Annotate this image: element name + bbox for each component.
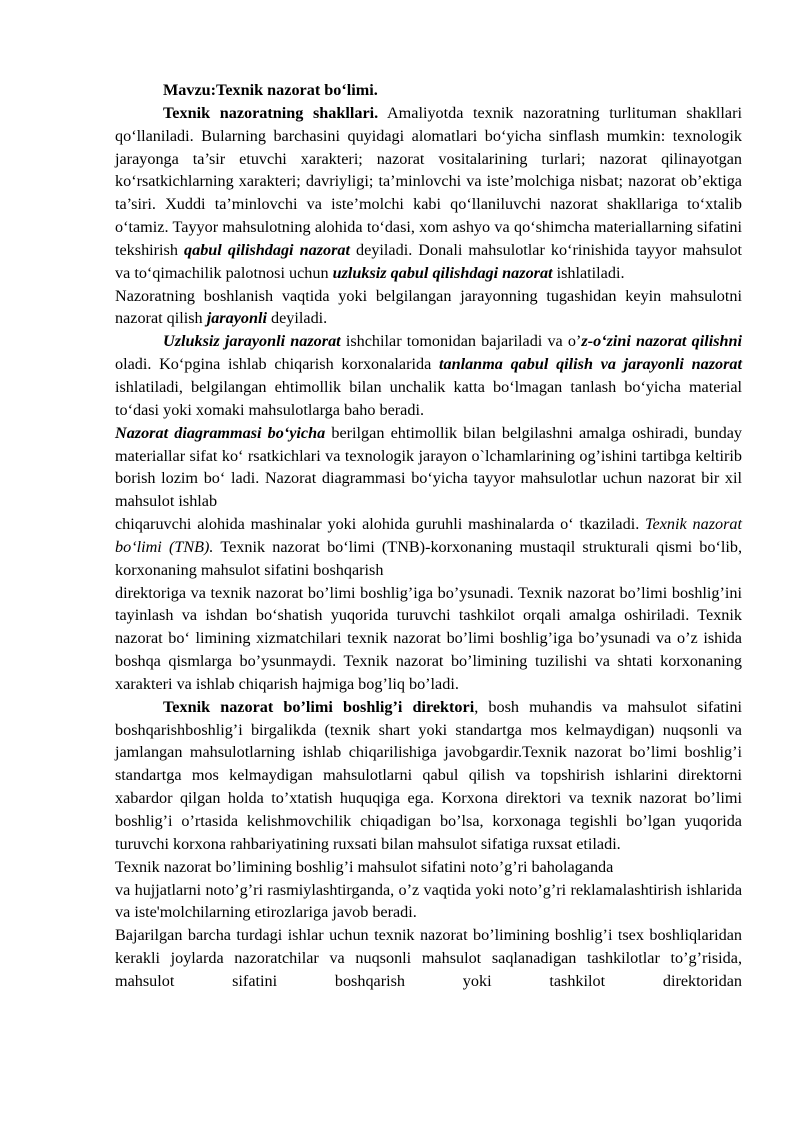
paragraph-responsibility-cont: va hujjatlarni noto’g’ri rasmiylashtirganda, o’z vaqtida yoki noto’g’ri reklamalashtirish ishlarida va iste'molchilarning etirozlariga javob beradi.	[115, 880, 742, 922]
document-title	[115, 79, 742, 102]
paragraph-control-diagram	[115, 422, 742, 513]
emphasis-term: qabul qilishdagi nazorat	[184, 240, 350, 259]
emphasis-term: Uzluksiz jarayonli nazorat	[163, 332, 341, 351]
paragraph-text: deyiladi. Donali mahsulotlar ko‘rinishida tayyor mahsulot va to‘qimachilik palotnosi uchun	[115, 240, 742, 282]
paragraph-tnb-subordination: direktoriga va texnik nazorat bo’limi boshlig’iga bo’ysunadi. Texnik nazorat bo’limi boshlig’ini tayinlash va ishdan boʻshatish yuqorida turuvchi tashkilot orqali amalga oshiriladi. Texnik nazorat boʻ limining xizmatchilari texnik nazorat bo’limi boshlig’iga bo’ysunadi va o’z ishida boshqa qismlarga bo’ysunmaydi. Texnik nazorat bo’limining tuzilishi va shtati korxonaning xarakteri va ishlab chiqarish hajmiga bog’liq bo’ladi.	[115, 583, 742, 693]
paragraph-tnb-definition	[115, 513, 742, 582]
emphasis-term: Nazorat diagrammasi bo‘yicha	[115, 423, 326, 442]
paragraph-text: , bosh muhandis va mahsulot sifatini boshqarishboshlig’i birgalikda (texnik shart yoki standartga mos kelmaydigan) nuqsonli va jamlangan mahsulotlarning ishlab chiqarilishiga javobgardir.Texnik nazorat bo’limi boshlig’i standartga mos kelmaydigan mahsulotlarni qabul qilish va topshirish ishlarini direktorni xabardor qilgan holda to’xtatish huquqiga ega. Korxona direktori va texnik nazorat bo’limi boshlig’i o’rtasida kelishmovchilik chiqadigan bo’lsa, korxonaga tegishli bo’lgan yuqorida turuvchi korxona rahbariyatining ruxsati bilan mahsulot sifatiga ruxsat etiladi.	[115, 697, 742, 853]
paragraph-tnb-head-duties	[115, 696, 742, 856]
paragraph-text: chiqaruvchi alohida mashinalar yoki alohida guruhli mashinalarda oʻ tkaziladi.	[115, 515, 646, 534]
paragraph-text: deyiladi.	[266, 309, 328, 328]
paragraph-text: Nazoratning boshlanish vaqtida yoki belgilangan jarayonning tugashidan keyin mahsulotni nazorat qilish	[115, 286, 742, 328]
emphasis-term: z-o‘zini nazorat qilishni	[581, 332, 742, 351]
paragraph-text: ishlatiladi.	[552, 263, 625, 282]
emphasis-term: uzluksiz qabul qilishdagi nazorat	[332, 263, 553, 282]
emphasis-term: tanlanma qabul qilish va jarayonli nazorat	[439, 355, 743, 374]
section-heading: Texnik nazorat bo’limi boshlig’i direktori	[163, 697, 475, 716]
section-heading: Texnik nazoratning shakllari.	[163, 103, 379, 122]
paragraph-text: Amaliyotda texnik nazoratning turlituman shakllari qo‘llaniladi. Bularning barchasini quyidagi alomatlari bo‘yicha sinflash mumkin: texnologik jarayonga ta’sir etuvchi xarakteri; nazorat vositalarining turlari; nazorat qilinayotgan ko‘rsatkichlarning xarakteri; davriyligi; ta’minlovchi va iste’molchiga nisbat; nazorat ob’ektiga ta’siri. Xuddi ta’minlovchi va iste’molchi kabi qo‘llaniluvchi nazorat shakllariga to‘xtalib o‘tamiz. Tayyor mahsulotning alohida to‘dasi, xom ashyo va qo‘shimcha materiallarning sifatini tekshirish	[115, 103, 743, 259]
paragraph-process-control	[115, 285, 742, 331]
title-text: Mavzu:Texnik nazorat bo‘limi.	[163, 81, 378, 99]
paragraph-text: ishchilar tomonidan bajariladi va o’	[340, 332, 582, 351]
paragraph-all-works: Bajarilgan barcha turdagi ishlar uchun texnik nazorat bo’limining boshlig’i tsex boshliqlaridan kerakli joylarda nazoratchilar va nuqsonli mahsulot saqlanadigan tashkilotlar to’g’risida, mahsulot sifatini boshqarish yoki tashkilot direktoridan	[115, 926, 742, 990]
paragraph-responsibility-line: Texnik nazorat bo’limining boshlig’i mahsulot sifatini noto’g’ri baholaganda	[115, 857, 614, 876]
paragraph-text: oladi. Koʻpgina ishlab chiqarish korxonalarida	[115, 355, 439, 374]
paragraph-continuous-control	[115, 330, 742, 421]
emphasis-term: jarayonli	[206, 309, 267, 328]
paragraph-text: Texnik nazorat boʻlimi (TNB)-korxonaning mustaqil strukturali qismi boʻlib, korxonaning mahsulot sifatini boshqarish	[115, 537, 742, 579]
italic-term: Texnik nazorat boʻlimi (TNB).	[115, 515, 742, 556]
paragraph-text: ishlatiladi, belgilangan ehtimollik bilan unchalik katta boʻlmagan tanlash boʻyicha material toʻdasi yoki xomaki mahsulotlarga baho beradi.	[115, 377, 742, 419]
paragraph-text: berilgan ehtimollik bilan belgilashni amalga oshiradi, bunday materiallar sifat koʻ rsatkichlari va texnologik jarayon o`lchamlarining og’ishini tartibga keltirib borish lozim boʻ ladi. Nazorat diagrammasi boʻyicha tayyor mahsulotlar uchun nazorat bir xil mahsulot ishlab	[115, 423, 742, 511]
paragraph-forms-of-control	[115, 102, 742, 285]
